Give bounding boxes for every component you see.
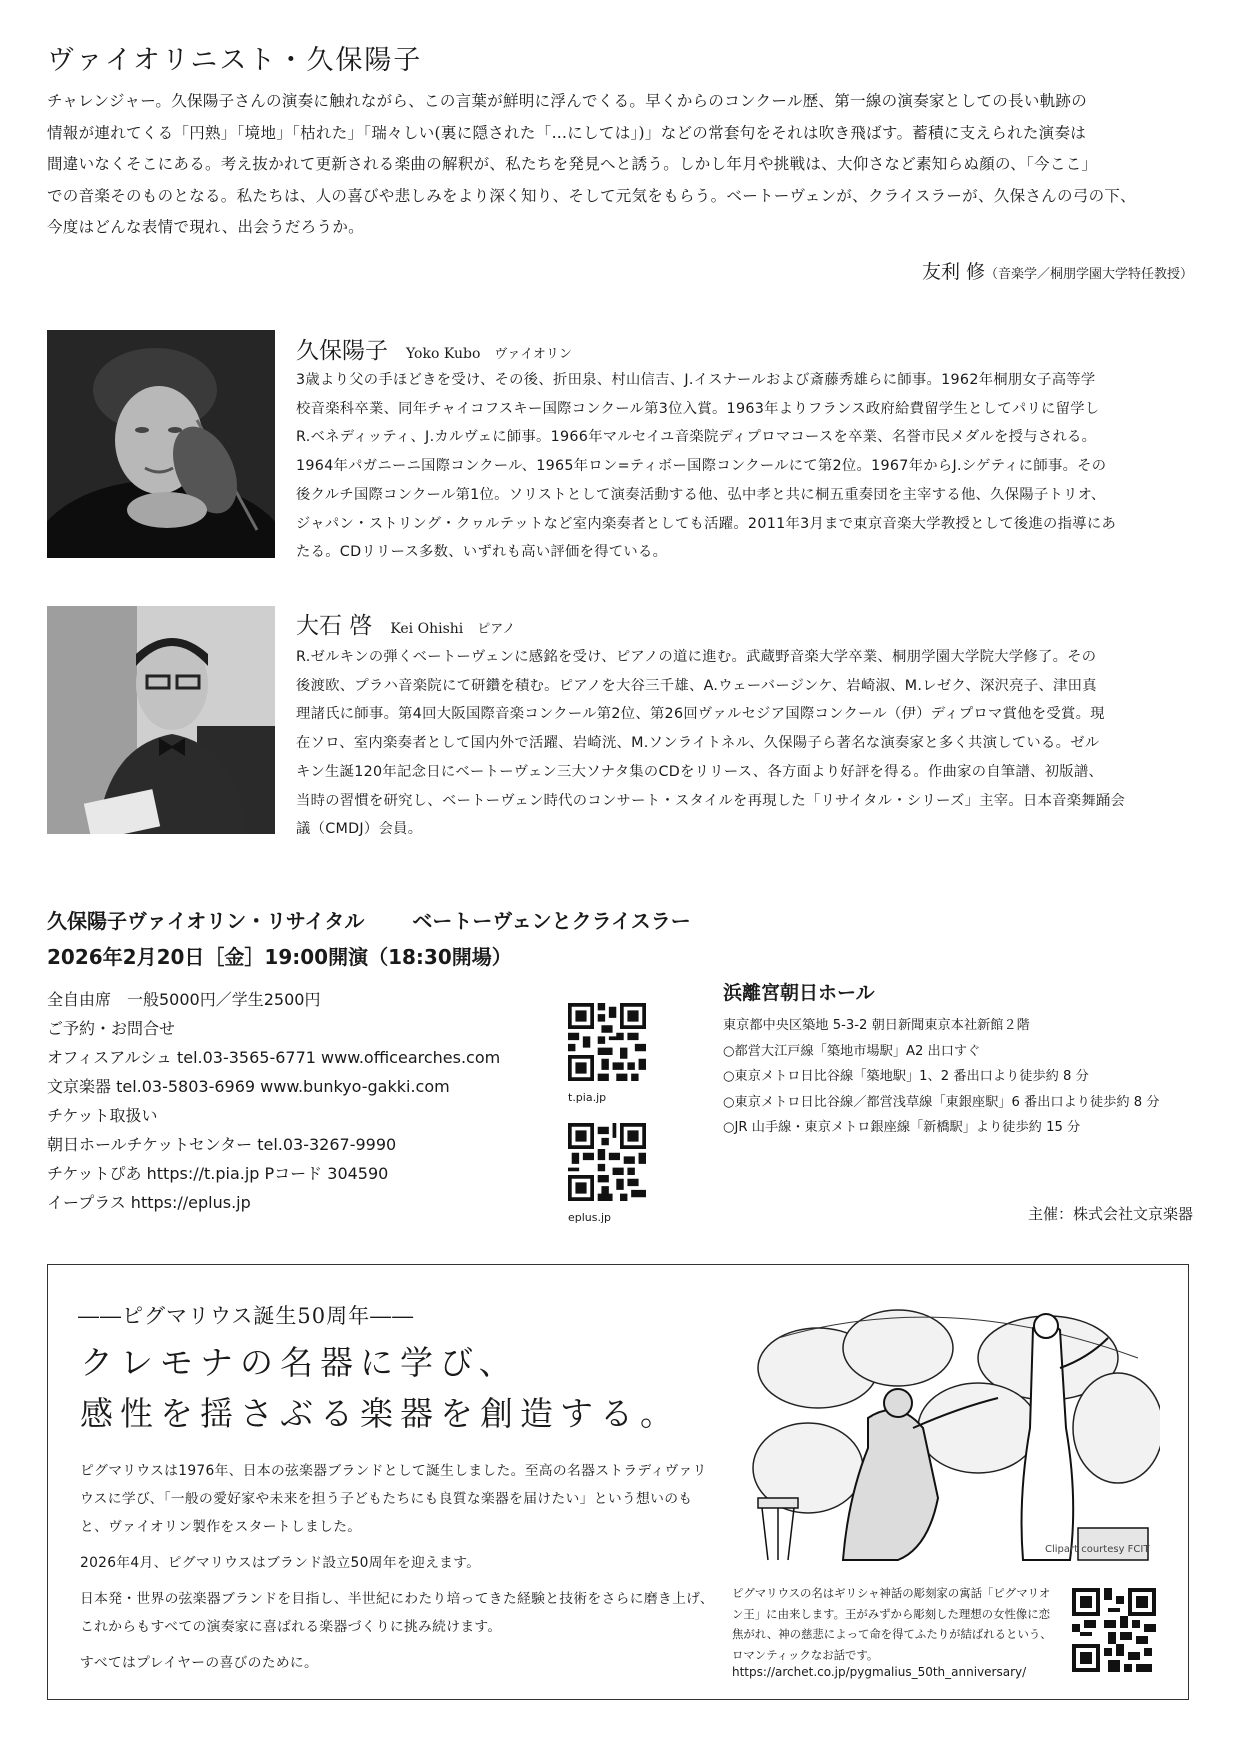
ticket-asahi-hall[interactable]: 朝日ホールチケットセンター tel.03-3267-9990 <box>47 1135 397 1154</box>
access-line: ○JR 山手線・東京メトロ銀座線「新橋駅」より徒歩約 15 分 <box>723 1120 1081 1135</box>
ticket-pia[interactable]: チケットぴあ https://t.pia.jp Pコード 304590 <box>47 1164 389 1183</box>
essay-title: ヴァイオリニスト・久保陽子 <box>47 45 423 76</box>
ad-headline-line: クレモナの名器に学び、 <box>80 1343 519 1382</box>
pianist-roman-name: Kei Ohishi <box>390 621 464 637</box>
essay-author <box>922 257 1193 284</box>
ad-headline-line: 感性を揺さぶる楽器を創造する。 <box>80 1394 680 1433</box>
bio-line: 3歳より父の手ほどきを受け、その後、折田泉、村山信吉、J.イスナールおよび斎藤秀雄らに師事。1962年桐朋女子高等学 <box>296 372 1096 388</box>
bio-line: ジャパン・ストリング・クヮルテットなど室内楽奏者としても活躍。2011年3月まで東京音楽大学教授として後進の指導にあ <box>296 515 1117 532</box>
contact-bunkyo-gakki[interactable]: 文京楽器 tel.03-5803-6969 www.bunkyo-gakki.com <box>47 1077 450 1096</box>
bio-line: R.ベネディッティ、J.カルヴェに師事。1966年マルセイユ音楽院ディプロマコースを卒業、名誉市民メダルを授与される。 <box>296 429 1097 446</box>
ad-url-link[interactable]: https://archet.co.jp/pygmalius_50th_anniversary/ <box>732 1665 1027 1679</box>
pygmalion-illustration <box>748 1298 1160 1568</box>
ad-paragraph: ピグマリウスは1976年、日本の弦楽器ブランドとして誕生しました。至高の名器ストラディヴァリウスに学び、「一般の愛好家や未来を担う子どもたちにも良質な楽器を届けたい」という想いのもと、ヴァイオリン製作をスタートしました。 <box>80 1463 707 1535</box>
ticket-heading: チケット取扱い <box>47 1106 158 1125</box>
concert-subtitle: ベートーヴェンとクライスラー <box>412 909 691 933</box>
qr-code-icon <box>1072 1588 1156 1672</box>
pianist-photo <box>47 606 275 834</box>
bio-line: R.ゼルキンの弾くベートーヴェンに感銘を受け、ピアノの道に進む。武蔵野音楽大学卒業、桐朋学園大学院大学修了。その <box>296 649 1097 665</box>
concert-title <box>47 905 691 934</box>
violinist-bio <box>296 366 1196 567</box>
ad-qr[interactable] <box>1072 1588 1156 1676</box>
organizer: 主催：株式会社文京楽器 <box>1027 1205 1193 1223</box>
violinist-role: ヴァイオリン <box>494 347 572 362</box>
ad-paragraph: 2026年4月、ピグマリウスはブランド設立50周年を迎えます。 <box>80 1555 481 1571</box>
essay-line: 間違いなくそこにある。考え抜かれて更新される楽曲の解釈が、私たちを発見へと誘う。しかし年月や挑戦は、大仰さなど素知らぬ顔の、「今ここ」 <box>47 155 1098 173</box>
venue-address: 東京都中央区築地 5-3-2 朝日新聞東京本社新館２階 <box>723 1018 1030 1033</box>
access-line: ○都営大江戸線「築地市場駅」A2 出口すぐ <box>723 1043 981 1059</box>
bio-line: 議（CMDJ）会員。 <box>296 821 423 838</box>
bio-line: 当時の習慣を研究し、ベートーヴェン時代のコンサート・スタイルを再現した「リサイタル・シリーズ」主宰。日本音楽舞踊会 <box>296 792 1126 809</box>
pianist-role: ピアノ <box>477 622 516 637</box>
violinist-roman-name: Yoko Kubo <box>406 346 481 362</box>
essay-line: 今度はどんな表情で現れ、出会うだろうか。 <box>47 218 364 236</box>
venue-name: 浜離宮朝日ホール <box>723 982 875 1004</box>
essay-author-name: 友利 修 <box>921 261 985 283</box>
bio-line: たる。CDリリース多数、いずれも高い評価を得ている。 <box>296 544 668 561</box>
ticket-info <box>47 985 500 1217</box>
violinist-photo <box>47 330 275 558</box>
pianist-name-row <box>296 607 515 640</box>
eplus-qr[interactable] <box>568 1123 646 1224</box>
illustration-credit: Clipart courtesy FCIT <box>1045 1544 1150 1555</box>
price-info: 全自由席 一般5000円／学生2500円 <box>47 990 321 1009</box>
bio-line: 1964年パガニーニ国際コンクール、1965年ロン=ティボー国際コンクールにて第2位。1967年からJ.シゲティに師事。その <box>296 458 1107 475</box>
concert-datetime: 2026年2月20日［金］19:00開演（18:30開場） <box>47 945 512 969</box>
bio-line: 理諸氏に師事。第4回大阪国際音楽コンクール第2位、第26回ヴァルセジア国際コンクール（伊）ディプロマ賞他を受賞。現 <box>296 706 1105 723</box>
bio-line: 校音楽科卒業、同年チャイコフスキー国際コンクール第3位入賞。1963年よりフランス政府給費留学生としてパリに留学し <box>296 400 1100 417</box>
bio-line: キン生誕120年記念日にベートーヴェン三大ソナタ集のCDをリリース、各方面より好評を得る。作曲家の自筆譜、初版譜、 <box>296 763 1104 780</box>
ad-brand-note: ピグマリウスの名はギリシャ神話の彫刻家の寓話「ピグマリオン王」に由来します。王がみずから彫刻した理想の女性像に恋焦がれ、神の慈悲によって命を得てふたりが結ばれるという、ロマンティックなお話です。 <box>732 1586 1052 1662</box>
essay-line: での音楽そのものとなる。私たちは、人の喜びや悲しみをより深く知り、そして元気をもらう。ベートーヴェンが、クライスラーが、久保さんの弓の下、 <box>47 186 1136 205</box>
bio-line: 後渡欧、プラハ音楽院にて研鑽を積む。ピアノを大谷三千雄、A.ウェーバージンケ、岩崎淑、M.レゼク、深沢亮子、津田真 <box>296 677 1097 694</box>
qr-code-icon <box>568 1123 646 1201</box>
ad-paragraph: すべてはプレイヤーの喜びのために。 <box>80 1655 319 1671</box>
venue-access <box>723 1013 1160 1141</box>
essay-line: チャレンジャー。久保陽子さんの演奏に触れながら、この言葉が鮮明に浮んでくる。早くからのコンクール歴、第一線の演奏家としての長い軌跡の <box>47 92 1088 110</box>
violinist-name-row <box>296 332 572 365</box>
ad-headline <box>80 1337 680 1439</box>
essay-author-affiliation: （音楽学／桐朋学園大学特任教授） <box>984 267 1193 282</box>
bio-line: 後クルチ国際コンクール第1位。ソリストとして演奏活動する他、弘中孝と共に桐五重奏団を主宰する他、久保陽子トリオ、 <box>296 486 1106 503</box>
pia-qr-caption: t.pia.jp <box>568 1091 607 1104</box>
ad-tagline: ――ピグマリウス誕生50周年―― <box>78 1304 415 1328</box>
ad-paragraph: 日本発・世界の弦楽器ブランドを目指し、半世紀にわたり培ってきた経験と技術をさらに磨き上げ、これからもすべての演奏家に喜ばれる楽器づくりに挑み続けます。 <box>80 1591 714 1635</box>
ad-body <box>80 1457 720 1685</box>
access-line: ○東京メトロ日比谷線／都営浅草線「東銀座駅」6 番出口より徒歩約 8 分 <box>723 1094 1160 1110</box>
essay-body <box>47 86 1197 244</box>
contact-heading: ご予約・お問合せ <box>47 1019 176 1038</box>
contact-officearches[interactable]: オフィスアルシュ tel.03-3565-6771 www.officearches.com <box>47 1048 501 1067</box>
pianist-bio <box>296 643 1196 844</box>
eplus-qr-caption: eplus.jp <box>568 1211 612 1224</box>
pianist-name: 大石 啓 <box>296 613 373 639</box>
violinist-name: 久保陽子 <box>296 338 388 364</box>
essay-line: 情報が連れてくる「円熟」「境地」「枯れた」「瑞々しい(裏に隠された「…にしては」)」などの常套句をそれは吹き飛ばす。蓄積に支えられた演奏は <box>47 123 1087 142</box>
qr-code-icon <box>568 1003 646 1081</box>
bio-line: 在ソロ、室内楽奏者として国内外で活躍、岩崎洸、M.ソンライトネル、久保陽子ら著名な演奏家と多く共演している。ゼル <box>296 735 1100 752</box>
ticket-eplus[interactable]: イープラス https://eplus.jp <box>47 1193 251 1212</box>
access-line: ○東京メトロ日比谷線「築地駅」1、2 番出口より徒歩約 8 分 <box>723 1069 1089 1084</box>
pia-qr[interactable] <box>568 1003 646 1104</box>
concert-title-main: 久保陽子ヴァイオリン・リサイタル <box>47 909 365 933</box>
